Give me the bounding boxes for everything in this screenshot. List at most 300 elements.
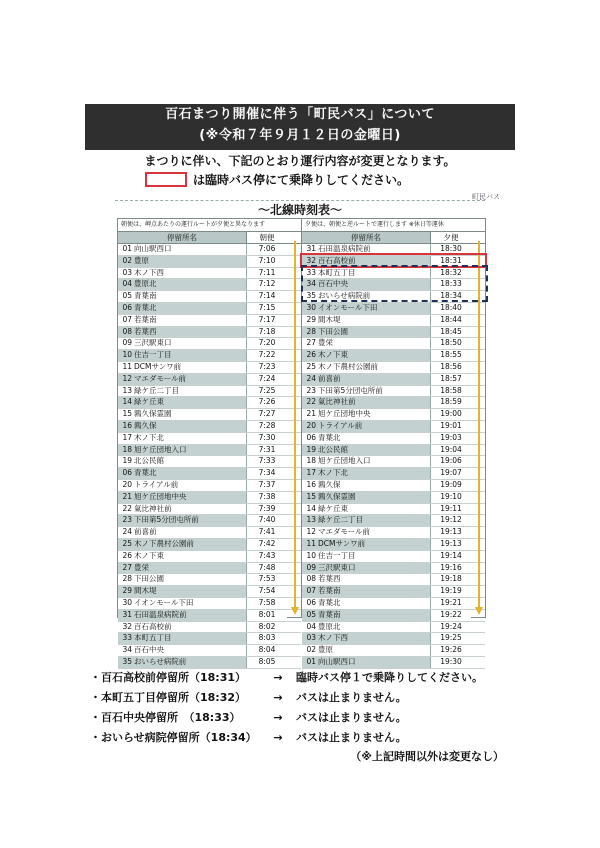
stop-name: マエダモール前 (318, 527, 371, 537)
stop-name: 鶉久保 (318, 479, 341, 489)
arrow-down-icon (291, 607, 299, 615)
stop-number: 08 (118, 327, 134, 338)
change-stop: ・おいらせ病院停留所（18:34） (90, 731, 257, 744)
stop-name: 旭ケ丘団地入口 (318, 456, 371, 466)
table-row (118, 445, 301, 457)
stop-number: 23 (306, 385, 316, 395)
stop-name: 若葉南 (318, 586, 430, 597)
table-row (118, 504, 301, 516)
stop-name: 住吉一丁目 (318, 550, 356, 560)
departure-time: 7:58 (246, 598, 287, 609)
stop-name: 氣比神社前 (134, 503, 172, 513)
stop-number: 19 (302, 445, 318, 456)
change-result: バスは止まりません。 (296, 711, 407, 724)
departure-time: 7:43 (246, 551, 287, 562)
departure-time: 8:01 (246, 610, 287, 621)
arrow-down-icon (475, 607, 483, 615)
stop-number: 17 (122, 432, 132, 442)
stop-number: 21 (118, 492, 134, 503)
stop-name: 百石高校前 (134, 621, 172, 631)
stop-name: 緑ケ丘二丁目 (134, 385, 179, 395)
stop-name: 木ノ下東 (318, 350, 430, 361)
evening-header-time: 夕便 (430, 232, 471, 243)
stop-number: 03 (122, 267, 132, 277)
table-row (302, 397, 485, 409)
table-row (302, 492, 485, 504)
stop-name: 緑ケ丘東 (134, 397, 246, 408)
table-row (118, 480, 301, 492)
stop-name: 前喜前 (134, 527, 157, 537)
stop-name: 豊栄 (134, 563, 246, 574)
stop-name: トライアル前 (134, 479, 179, 489)
stop-number: 35 (118, 657, 134, 668)
stop-name: 木ノ下農村公園前 (134, 539, 246, 550)
stop-number: 14 (306, 503, 316, 513)
change-item (90, 668, 530, 688)
stop-name: 旭ケ丘団地中央 (134, 492, 246, 503)
departure-time: 7:42 (246, 539, 287, 550)
departure-time: 7:11 (246, 268, 287, 279)
stop-number: 30 (122, 597, 132, 607)
table-row (118, 327, 301, 339)
stop-number: 33 (306, 267, 316, 277)
table-row (118, 468, 301, 480)
stop-number: 31 (306, 244, 316, 253)
title-line-1: 百石まつり開催に伴う「町民バス」について (165, 107, 435, 122)
departure-time: 18:57 (430, 374, 471, 385)
footnote: （※上記時間以外は変更なし） (350, 750, 504, 763)
table-row (302, 433, 485, 445)
stop-name: 三沢駅東口 (318, 563, 430, 574)
departure-time: 7:54 (246, 586, 287, 597)
stop-name: 豊原北 (318, 621, 341, 631)
table-row (118, 610, 301, 622)
departure-time: 7:27 (246, 409, 287, 420)
stop-number: 10 (306, 550, 316, 560)
stop-number: 28 (122, 574, 132, 584)
table-row (302, 350, 485, 362)
departure-time: 7:20 (246, 338, 287, 349)
stop-name: 鶉久保霊園 (318, 492, 430, 503)
morning-header (118, 232, 301, 244)
stop-number: 24 (302, 374, 318, 385)
stop-number: 30 (302, 303, 318, 314)
departure-time: 7:37 (246, 480, 287, 491)
table-row (118, 622, 301, 634)
departure-time: 19:25 (430, 633, 471, 644)
stop-name: 北公民館 (134, 456, 164, 466)
stop-name: 百石中央 (318, 279, 430, 290)
title-line-2: (※令和７年９月１２日の金曜日) (199, 128, 401, 143)
stop-name: 向山駅西口 (318, 657, 430, 668)
change-result: バスは止まりません。 (296, 691, 407, 704)
table-row (118, 515, 301, 527)
departure-time: 19:12 (430, 515, 471, 526)
stop-name: 旭ケ丘団地中央 (318, 409, 371, 419)
table-row (118, 551, 301, 563)
departure-time: 19:01 (430, 421, 471, 432)
stop-name: 青葉北 (134, 468, 246, 479)
stop-name: 木ノ下西 (134, 267, 164, 277)
stop-number: 20 (122, 479, 132, 489)
departure-time: 19:26 (430, 645, 471, 656)
timetable-title: 〜北線時刻表〜 (257, 203, 342, 217)
stop-number: 11 (122, 361, 132, 371)
departure-time: 19:04 (430, 445, 471, 456)
stop-number: 13 (122, 385, 132, 395)
departure-time: 7:18 (246, 327, 287, 338)
stop-name: 前喜前 (318, 374, 430, 385)
departure-time: 8:04 (246, 645, 287, 656)
departure-time: 7:34 (246, 468, 287, 479)
stop-name: 木ノ下北 (134, 432, 164, 442)
table-row (302, 421, 485, 433)
stop-number: 02 (118, 256, 134, 267)
change-arrow: → (273, 691, 283, 704)
departure-time: 19:16 (430, 563, 471, 574)
stop-number: 05 (122, 291, 132, 301)
table-row (118, 397, 301, 409)
stop-name: 本町五丁目 (318, 267, 356, 277)
table-row (118, 362, 301, 374)
departure-time: 19:13 (430, 539, 471, 550)
stop-name: 鶉久保霊園 (134, 409, 172, 419)
stop-number: 14 (118, 397, 134, 408)
stop-number: 08 (306, 574, 316, 584)
departure-time: 7:33 (246, 456, 287, 467)
departure-time: 19:07 (430, 468, 471, 479)
no-stop-highlight (301, 265, 488, 302)
table-row (302, 574, 485, 586)
departure-time: 19:13 (430, 527, 471, 538)
stop-number: 04 (118, 279, 134, 290)
table-row (118, 338, 301, 350)
stop-name: 間木堤 (134, 586, 246, 597)
stop-number: 16 (118, 421, 134, 432)
morning-direction-arrow (292, 241, 298, 615)
change-stop: ・百石高校前停留所（18:31） (90, 671, 247, 684)
departure-time: 18:32 (430, 268, 471, 279)
stop-number: 31 (118, 610, 134, 621)
morning-header-stop: 停留所名 (118, 232, 246, 243)
stop-number: 17 (302, 468, 318, 479)
stop-name: 豊原 (134, 256, 246, 267)
departure-time: 19:30 (430, 657, 471, 668)
departure-time: 19:21 (430, 598, 471, 609)
table-row (302, 610, 485, 622)
stop-name: 下田第5分団屯所前 (318, 385, 383, 395)
table-row (118, 563, 301, 575)
table-row (118, 315, 301, 327)
morning-rows (118, 244, 301, 669)
evening-rows (302, 244, 485, 669)
stop-number: 05 (302, 610, 318, 621)
stop-number: 26 (122, 550, 132, 560)
stop-name: イオンモール下田 (134, 597, 194, 607)
notice-line-1: まつりに伴い、下記のとおり運行内容が変更となります。 (144, 154, 456, 168)
stop-name: 青葉北 (318, 432, 341, 442)
departure-time: 7:12 (246, 279, 287, 290)
stop-number: 28 (302, 327, 318, 338)
departure-time: 19:10 (430, 492, 471, 503)
table-row (302, 303, 485, 315)
departure-time: 18:58 (430, 386, 471, 397)
table-row (118, 256, 301, 268)
table-row (118, 421, 301, 433)
stop-number: 06 (118, 303, 134, 314)
stop-name: 若葉南 (134, 314, 157, 324)
stop-number: 19 (122, 456, 132, 466)
evening-note: 夕便は、朝便と逆ルートで運行します ※休日等運休 (302, 219, 485, 232)
departure-time: 18:45 (430, 327, 471, 338)
stop-name: 青葉南 (134, 291, 157, 301)
stop-number: 26 (302, 350, 318, 361)
departure-time: 7:24 (246, 374, 287, 385)
change-result: バスは止まりません。 (296, 731, 407, 744)
table-row (302, 374, 485, 386)
stop-number: 32 (302, 256, 318, 267)
change-item (90, 708, 530, 728)
table-row (118, 303, 301, 315)
table-row (302, 539, 485, 551)
notice-line-2 (145, 171, 409, 188)
stop-name: 北公民館 (318, 445, 430, 456)
stop-name: 木ノ下西 (318, 633, 430, 644)
stop-number: 09 (302, 563, 318, 574)
stop-number: 23 (118, 515, 134, 526)
departure-time: 19:22 (430, 610, 471, 621)
title-banner (85, 104, 515, 150)
stop-number: 03 (302, 633, 318, 644)
stop-name: 緑ケ丘二丁目 (318, 515, 430, 526)
stop-name: 下田公園 (318, 327, 430, 338)
change-item (90, 688, 530, 708)
stop-name: 石田温泉病院前 (134, 610, 246, 621)
table-row (118, 574, 301, 586)
departure-time: 18:31 (430, 256, 471, 267)
departure-time: 19:19 (430, 586, 471, 597)
table-row (302, 445, 485, 457)
table-row (302, 551, 485, 563)
stop-name: 豊原 (318, 645, 333, 655)
departure-time: 8:03 (246, 633, 287, 644)
stop-number: 22 (302, 397, 318, 408)
stop-name: おいらせ病院前 (318, 291, 371, 301)
table-row (118, 268, 301, 280)
stop-number: 20 (302, 421, 318, 432)
departure-time: 19:09 (430, 480, 471, 491)
table-row (302, 386, 485, 398)
red-box-legend-icon (145, 172, 187, 187)
stop-number: 29 (306, 314, 316, 324)
table-row (118, 409, 301, 421)
departure-time: 19:24 (430, 622, 471, 633)
stop-number: 35 (306, 291, 316, 301)
stop-name: マエダモール前 (134, 374, 246, 385)
evening-header-stop: 停留所名 (302, 232, 430, 243)
stop-number: 06 (306, 597, 316, 607)
stop-number: 09 (122, 338, 132, 348)
departure-time: 7:38 (246, 492, 287, 503)
departure-time: 19:11 (430, 504, 471, 515)
departure-time: 7:22 (246, 350, 287, 361)
table-row (302, 515, 485, 527)
evening-header (302, 232, 485, 244)
change-list (90, 668, 530, 748)
table-row (302, 563, 485, 575)
table-row (302, 315, 485, 327)
table-row (118, 586, 301, 598)
stop-number: 25 (118, 539, 134, 550)
stop-number: 29 (118, 586, 134, 597)
table-row (118, 456, 301, 468)
stop-number: 27 (306, 338, 316, 348)
stop-name: DCMサンワ前 (134, 361, 182, 371)
change-stop: ・本町五丁目停留所（18:32） (90, 691, 247, 704)
notice-line-2-text: は臨時バス停にて乗降りしてください。 (193, 173, 410, 187)
departure-time: 18:44 (430, 315, 471, 326)
stop-name: 住吉一丁目 (134, 350, 246, 361)
table-row (118, 291, 301, 303)
stop-number: 34 (302, 279, 318, 290)
table-row (302, 409, 485, 421)
departure-time: 18:40 (430, 303, 471, 314)
table-row (302, 468, 485, 480)
stop-name: 三沢駅東口 (134, 338, 172, 348)
table-row (302, 598, 485, 610)
stop-name: 青葉北 (134, 303, 246, 314)
stop-number: 15 (302, 492, 318, 503)
stop-number: 07 (302, 586, 318, 597)
departure-time: 7:28 (246, 421, 287, 432)
departure-time: 7:10 (246, 256, 287, 267)
table-row (302, 527, 485, 539)
table-row (118, 527, 301, 539)
stop-number: 21 (306, 409, 316, 419)
departure-time: 18:50 (430, 338, 471, 349)
stop-name: トライアル前 (318, 421, 430, 432)
brand-label: 町民バス (472, 193, 500, 201)
stop-number: 18 (306, 456, 316, 466)
departure-time: 7:40 (246, 515, 287, 526)
stop-name: 旭ケ丘団地入口 (134, 445, 246, 456)
table-row (118, 386, 301, 398)
stop-name: 石田温泉病院前 (318, 244, 371, 253)
stop-name: 若葉西 (318, 574, 341, 584)
table-row (118, 244, 301, 256)
stop-name: 木ノ下農村公園前 (318, 361, 378, 371)
departure-time: 7:31 (246, 445, 287, 456)
departure-time: 7:39 (246, 504, 287, 515)
departure-time: 7:17 (246, 315, 287, 326)
departure-time: 7:53 (246, 574, 287, 585)
table-row (118, 657, 301, 669)
stop-name: 本町五丁目 (134, 633, 246, 644)
stop-number: 18 (118, 445, 134, 456)
table-row (302, 327, 485, 339)
stop-name: 木ノ下北 (318, 468, 430, 479)
stop-name: 間木堤 (318, 314, 341, 324)
stop-number: 16 (306, 479, 316, 489)
stop-name: 豊栄 (318, 338, 333, 348)
table-row (302, 504, 485, 516)
table-row (302, 338, 485, 350)
departure-time: 7:23 (246, 362, 287, 373)
stop-name: 木ノ下東 (134, 550, 164, 560)
departure-time: 8:02 (246, 622, 287, 633)
stop-number: 13 (302, 515, 318, 526)
departure-time: 19:14 (430, 551, 471, 562)
stop-name: 青葉北 (318, 597, 341, 607)
morning-timetable (117, 218, 302, 666)
departure-time: 7:48 (246, 563, 287, 574)
stop-number: 27 (118, 563, 134, 574)
departure-time: 7:30 (246, 433, 287, 444)
stop-name: 下田公園 (134, 574, 164, 584)
table-row (118, 433, 301, 445)
stop-number: 10 (118, 350, 134, 361)
stop-name: 鶉久保 (134, 421, 246, 432)
change-arrow: → (273, 731, 283, 744)
table-row (118, 350, 301, 362)
stop-number: 22 (122, 503, 132, 513)
stop-number: 25 (306, 361, 316, 371)
departure-time: 18:56 (430, 362, 471, 373)
stop-number: 02 (306, 645, 316, 655)
departure-time: 19:18 (430, 574, 471, 585)
table-row (302, 622, 485, 634)
stop-name: おいらせ病院前 (134, 657, 246, 668)
stop-number: 34 (122, 645, 132, 655)
stop-name: 若葉西 (134, 327, 246, 338)
stop-number: 32 (122, 621, 132, 631)
change-item (90, 728, 530, 748)
table-row (118, 633, 301, 645)
table-row (302, 657, 485, 669)
morning-header-time: 朝便 (246, 232, 287, 243)
stop-number: 01 (302, 657, 318, 668)
table-row (302, 362, 485, 374)
table-row (118, 598, 301, 610)
departure-time: 18:33 (430, 279, 471, 290)
departure-time: 19:00 (430, 409, 471, 420)
arrow-line (294, 241, 296, 607)
table-row (302, 633, 485, 645)
departure-time: 7:25 (246, 386, 287, 397)
morning-note: 朝便は、岬点あたりの運行ルートが夕便と異なります (118, 219, 301, 232)
departure-time: 19:03 (430, 433, 471, 444)
stop-name: 緑ケ丘東 (318, 503, 348, 513)
change-arrow: → (273, 671, 283, 684)
departure-time: 7:14 (246, 291, 287, 302)
stop-number: 06 (306, 432, 316, 442)
departure-time: 19:06 (430, 456, 471, 467)
change-stop: ・百石中央停留所 （18:33） (90, 711, 241, 724)
stop-name: 下田第5分団屯所前 (134, 515, 246, 526)
departure-time: 7:15 (246, 303, 287, 314)
table-row (118, 539, 301, 551)
departure-time: 7:41 (246, 527, 287, 538)
stop-number: 06 (118, 468, 134, 479)
change-arrow: → (273, 711, 283, 724)
table-row (302, 586, 485, 598)
table-row (302, 456, 485, 468)
stop-name: 向山駅西口 (134, 244, 172, 253)
stop-number: 33 (118, 633, 134, 644)
departure-time: 8:05 (246, 657, 287, 668)
change-result: 臨時バス停１で乗降りしてください。 (296, 671, 483, 684)
stop-name: 百石中央 (134, 645, 164, 655)
